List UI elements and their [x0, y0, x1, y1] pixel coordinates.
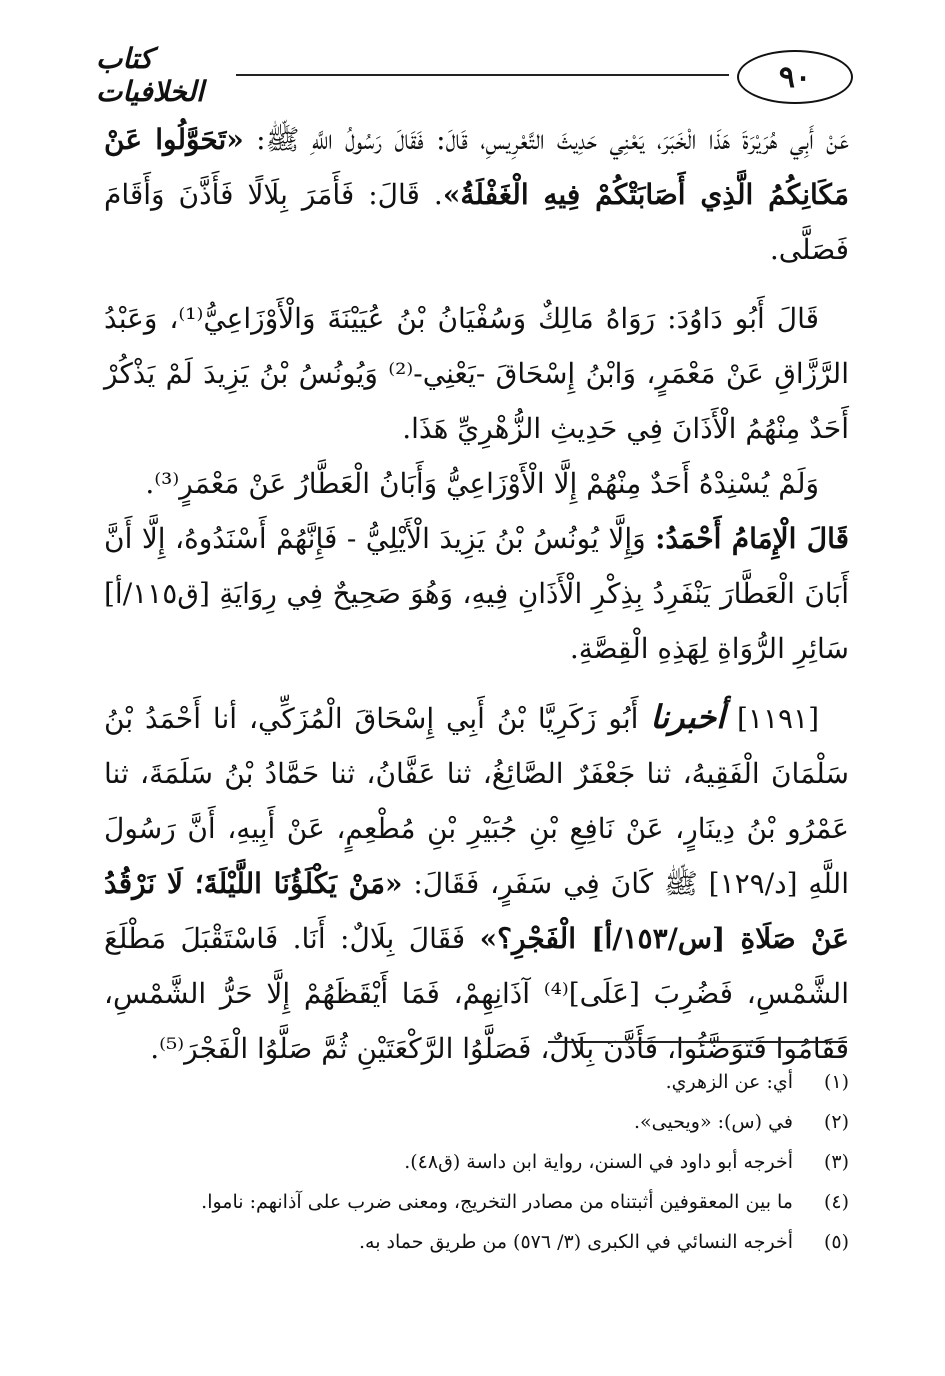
paragraph-1 — [104, 112, 849, 277]
akhbarana-label: أخبرنا — [650, 698, 726, 736]
hadith-number: [١١٩١] — [736, 702, 819, 735]
footnote-number: (٣) — [823, 1151, 849, 1173]
footnote-number: (١) — [823, 1071, 849, 1093]
paragraph-5-end: فَقَالَ بِلَالٌ: أَنَا. فَاسْتَقْبَلَ مَطْلَعَ الشَّمْسِ، فَضُرِبَ [عَلَى]⁽⁴⁾ آذَانِهِمْ، فَمَا أَيْقَظَهُمْ إِلَّا حَرُّ الشَّمْسِ، فَقَامُوا فَتَوَضَّئُوا، فَأَذَّنَ بِلَالٌ، فَصَلَّوُا الرَّكْعَتَيْنِ ثُمَّ صَلَّوُا الْفَجْرَ⁽⁵⁾. — [104, 922, 849, 1065]
isnad-text: أَبُو زَكَرِيَّا بْنُ أَبِي إِسْحَاقَ الْمُزَكِّي، أنا أَحْمَدُ بْنُ سَلْمَانَ الْفَقِيهُ، ثنا جَعْفَرٌ الصَّائِغُ، ثنا عَفَّانُ، ثنا حَمَّادُ بْنُ سَلَمَةَ، ثنا عَمْرُو بْنُ دِينَارٍ، عَنْ نَافِعِ بْنِ جُبَيْرِ بْنِ مُطْعِمٍ، عَنْ أَبِيهِ، أَنَّ رَسُولَ اللَّهِ [د/١٢٩] ﷺ كَانَ فِي سَفَرٍ، فَقَالَ: — [104, 702, 849, 900]
footnote-text: أي: عن الزهري. — [665, 1071, 793, 1093]
footnote-text: ما بين المعقوفين أثبتناه من مصادر التخريج، ومعنى ضرب على آذانهم: ناموا. — [201, 1191, 793, 1213]
footnote-rule — [548, 1041, 847, 1043]
hadith-quote-2: «مَنْ يَكْلَؤُنَا اللَّيْلَةَ؛ لَا نَرْقُدُ عَنْ صَلَاةِ [س/١٥٣/أ] الْفَجْرِ؟» — [104, 867, 849, 955]
footnote-item — [104, 1182, 849, 1222]
paragraph-1-end: . قَالَ: فَأَمَرَ بِلَالًا فَأَذَّنَ وَأَقَامَ فَصَلَّى. — [104, 178, 849, 266]
paragraph-3: وَلَمْ يُسْنِدْهُ أَحَدٌ مِنْهُمْ إِلَّا الْأَوْزَاعِيُّ وَأَبَانُ الْعَطَّارُ عَنْ مَعْمَرٍ⁽³⁾. — [145, 467, 819, 500]
paragraph-2: قَالَ أَبُو دَاوُدَ: رَوَاهُ مَالِكٌ وَسُفْيَانُ بْنُ عُيَيْنَةَ وَالْأَوْزَاعِيُّ⁽¹⁾، وَعَبْدُ الرَّزَّاقِ عَنْ مَعْمَرٍ، وَابْنُ إِسْحَاقَ -يَعْنِي-⁽²⁾ وَيُونُسُ بْنُ يَزِيدَ لَمْ يَذْكُرْ أَحَدٌ مِنْهُمُ الْأَذَانَ فِي حَدِيثِ الزُّهْرِيِّ هَذَا. — [104, 302, 849, 445]
footnote-item — [104, 1222, 849, 1262]
footnotes — [104, 1062, 849, 1262]
footnote-item — [104, 1142, 849, 1182]
footnote-text: أخرجه النسائي في الكبرى (٣/ ٥٧٦) من طريق حماد به. — [359, 1231, 793, 1253]
hadith-quote-1: «تَحَوَّلُوا عَنْ مَكَانِكُمُ الَّذِي أَصَابَتْكُمْ فِيهِ الْغَفْلَةُ» — [104, 123, 849, 211]
page-header — [96, 42, 853, 108]
paragraph-1-intro: عَنْ أَبِي هُرَيْرَةَ هَذَا الْخَبَرَ، يَعْنِي حَدِيثَ التَّعْرِيسِ، قَالَ: فَقَالَ رَسُولُ اللَّهِ ﷺ: — [243, 123, 849, 156]
footnote-text: أخرجه أبو داود في السنن، رواية ابن داسة (ق٤٨). — [404, 1151, 793, 1173]
footnote-number: (٥) — [823, 1231, 849, 1253]
footnote-item — [104, 1062, 849, 1102]
footnote-number: (٢) — [823, 1111, 849, 1133]
paragraph-5 — [104, 690, 849, 1076]
header-rule — [236, 74, 729, 76]
paragraph-4-text: وَإِلَّا يُونُسُ بْنُ يَزِيدَ الْأَيْلِيُّ - فَإِنَّهُمْ أَسْنَدُوهُ، إِلَّا أَنَّ أَبَانَ الْعَطَّارَ يَنْفَرِدُ بِذِكْرِ الْأَذَانِ فِيهِ، وَهُوَ صَحِيحٌ فِي رِوَايَةِ [ق١١٥/أ] سَائِرِ الرُّوَاةِ لِهَذِهِ الْقِصَّةِ. — [104, 522, 849, 665]
main-text — [104, 112, 849, 1076]
footnote-text: في (س): «ويحيى». — [633, 1111, 793, 1133]
page-number: ٩٠ — [737, 50, 853, 104]
book-title: كتاب الخلافيات — [96, 42, 204, 108]
imam-ahmad-label: قَالَ الْإِمَامُ أَحْمَدُ: — [655, 522, 849, 555]
footnote-number: (٤) — [823, 1191, 849, 1213]
paragraph-4 — [104, 511, 849, 676]
footnote-item — [104, 1102, 849, 1142]
